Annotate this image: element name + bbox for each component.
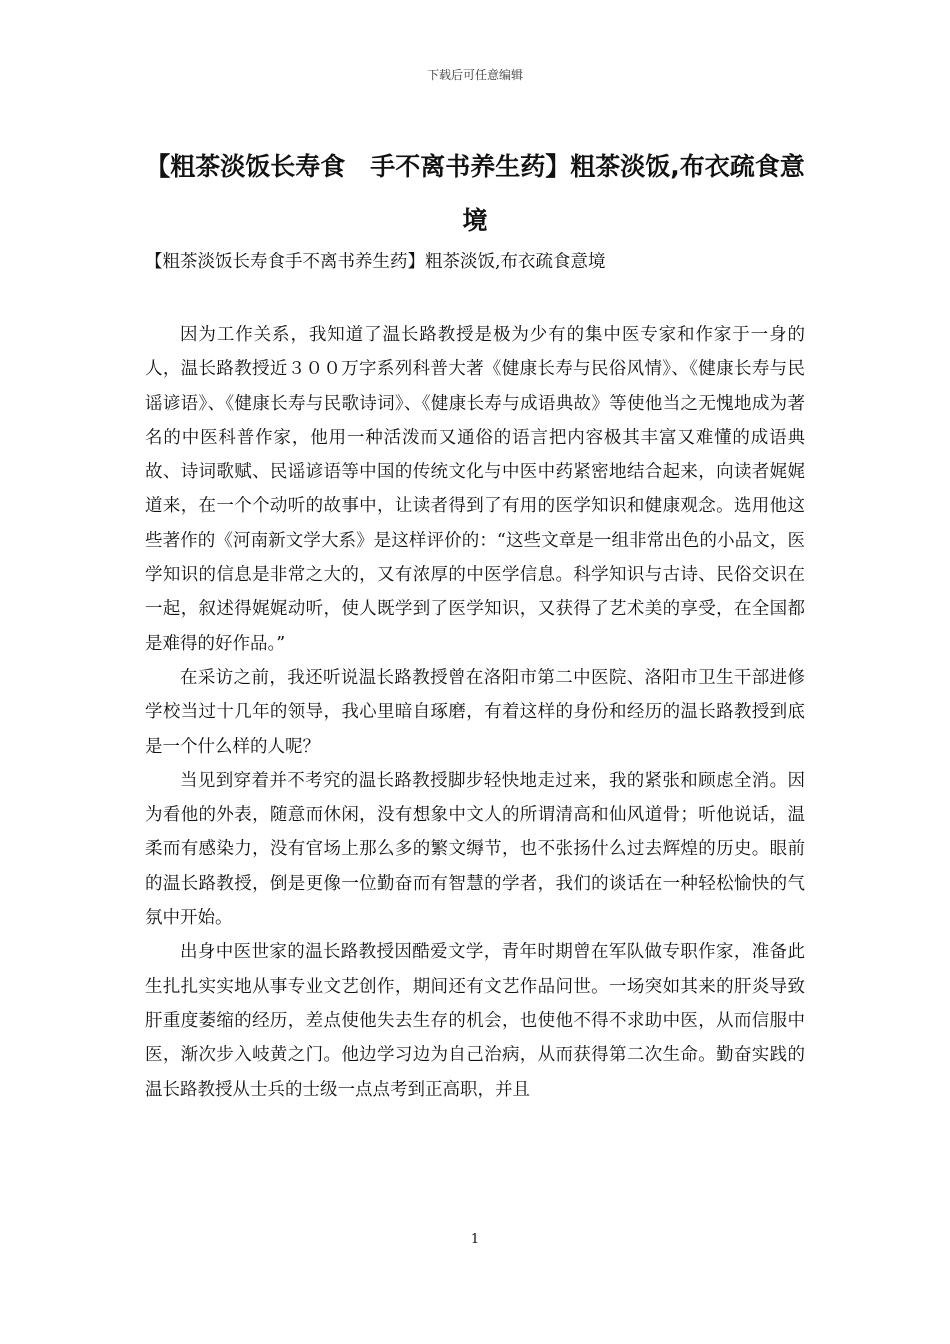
document-subtitle: 【粗茶淡饭长寿食手不离书养生药】粗茶淡饭,布衣疏食意境 (145, 252, 606, 272)
page-number: 1 (470, 1232, 480, 1247)
paragraph: 因为工作关系，我知道了温长路教授是极为少有的集中医专家和作家于一身的人，温长路教授近３００万字系列科普大著《健康长寿与民俗风情》、《健康长寿与民谣谚语》、《健康长寿与民歌诗词》、《健康长寿与成语典故》等使他当之无愧地成为著名的中医科普作家，他用一种活泼而又通俗的语言把内容极其丰富又难懂的成语典故、诗词歌赋、民谣谚语等中国的传统文化与中医中药紧密地结合起来，向读者娓娓道来，在一个个动听的故事中，让读者得到了有用的医学知识和健康观念。选用他这些著作的《河南新文学大系》是这样评价的：“这些文章是一组非常出色的小品文，医学知识的信息是非常之大的，又有浓厚的中医学信息。科学知识与古诗、民俗交识在一起，叙述得娓娓动听，使人既学到了医学知识，又获得了艺术美的享受，在全国都是难得的好作品。” (145, 325, 805, 654)
document-title: 【粗茶淡饭长寿食 手不离书养生药】粗茶淡饭,布衣疏食意境 (145, 152, 805, 235)
article-body (145, 318, 805, 1107)
paragraph: 在采访之前，我还听说温长路教授曾在洛阳市第二中医院、洛阳市卫生干部进修学校当过十几年的领导，我心里暗自琢磨，有着这样的身份和经历的温长路教授到底是一个什么样的人呢？ (145, 667, 805, 757)
paragraph: 当见到穿着并不考究的温长路教授脚步轻快地走过来，我的紧张和顾虑全消。因为看他的外表，随意而休闲，没有想象中文人的所谓清高和仙风道骨；听他说话，温柔而有感染力，没有官场上那么多的繁文缛节，也不张扬什么过去辉煌的历史。眼前的温长路教授，倒是更像一位勤奋而有智慧的学者，我们的谈话在一种轻松愉快的气氛中开始。 (145, 770, 805, 929)
page-header: 下载后可任意编辑 (426, 68, 523, 82)
paragraph: 出身中医世家的温长路教授因酷爱文学，青年时期曾在军队做专职作家，准备此生扎扎实实地从事专业文艺创作，期间还有文艺作品问世。一场突如其来的肝炎导致肝重度萎缩的经历，差点使他失去生存的机会，也使他不得不求助中医，从而信服中医，渐次步入岐黄之门。他边学习边为自己治病，从而获得第二次生命。勤奋实践的温长路教授从士兵的士级一点点考到正高职，并且 (145, 942, 805, 1100)
